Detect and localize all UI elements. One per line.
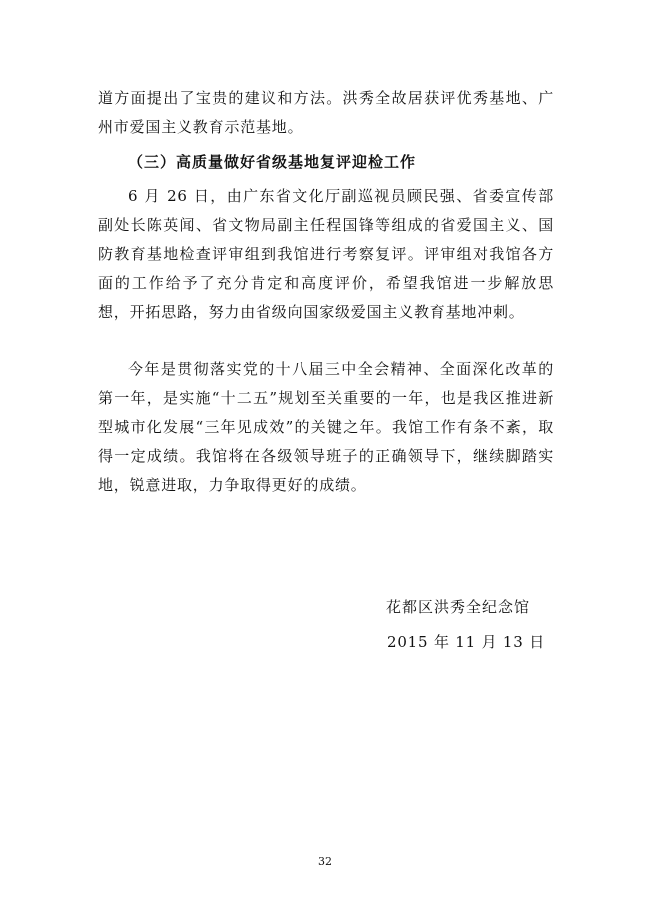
signature-date: 2015 年 11 月 13 日 [387,633,545,651]
paragraph-inspection: 6 月 26 日，由广东省文化厅副巡视员顾民强、省委宣传部副处长陈英闻、省文物局副主任程国锋等组成的省爱国主义、国防教育基地检查评审组到我馆进行考察复评。评审组对我馆各方面的工作给予了充分肯定和高度评价，希望我馆进一步解放思想，开拓思路，努力由省级向国家级爱国主义教育基地冲刺。 [98,187,554,321]
page-number: 32 [318,855,332,868]
section-heading: （三）高质量做好省级基地复评迎检工作 [128,153,417,171]
paragraph-continuation: 道方面提出了宝贵的建议和方法。洪秀全故居获评优秀基地、广州市爱国主义教育示范基地。 [98,89,554,136]
paragraph-summary: 今年是贯彻落实党的十八届三中全会精神、全面深化改革的第一年，是实施“十二五”规划至关重要的一年，也是我区推进新型城市化发展“三年见成效”的关键之年。我馆工作有条不紊，取得一定成绩。我馆将在各级领导班子的正确领导下，继续脚踏实地，锐意进取，力争取得更好的成绩。 [98,360,554,494]
signature-organization: 花都区洪秀全纪念馆 [386,598,531,616]
